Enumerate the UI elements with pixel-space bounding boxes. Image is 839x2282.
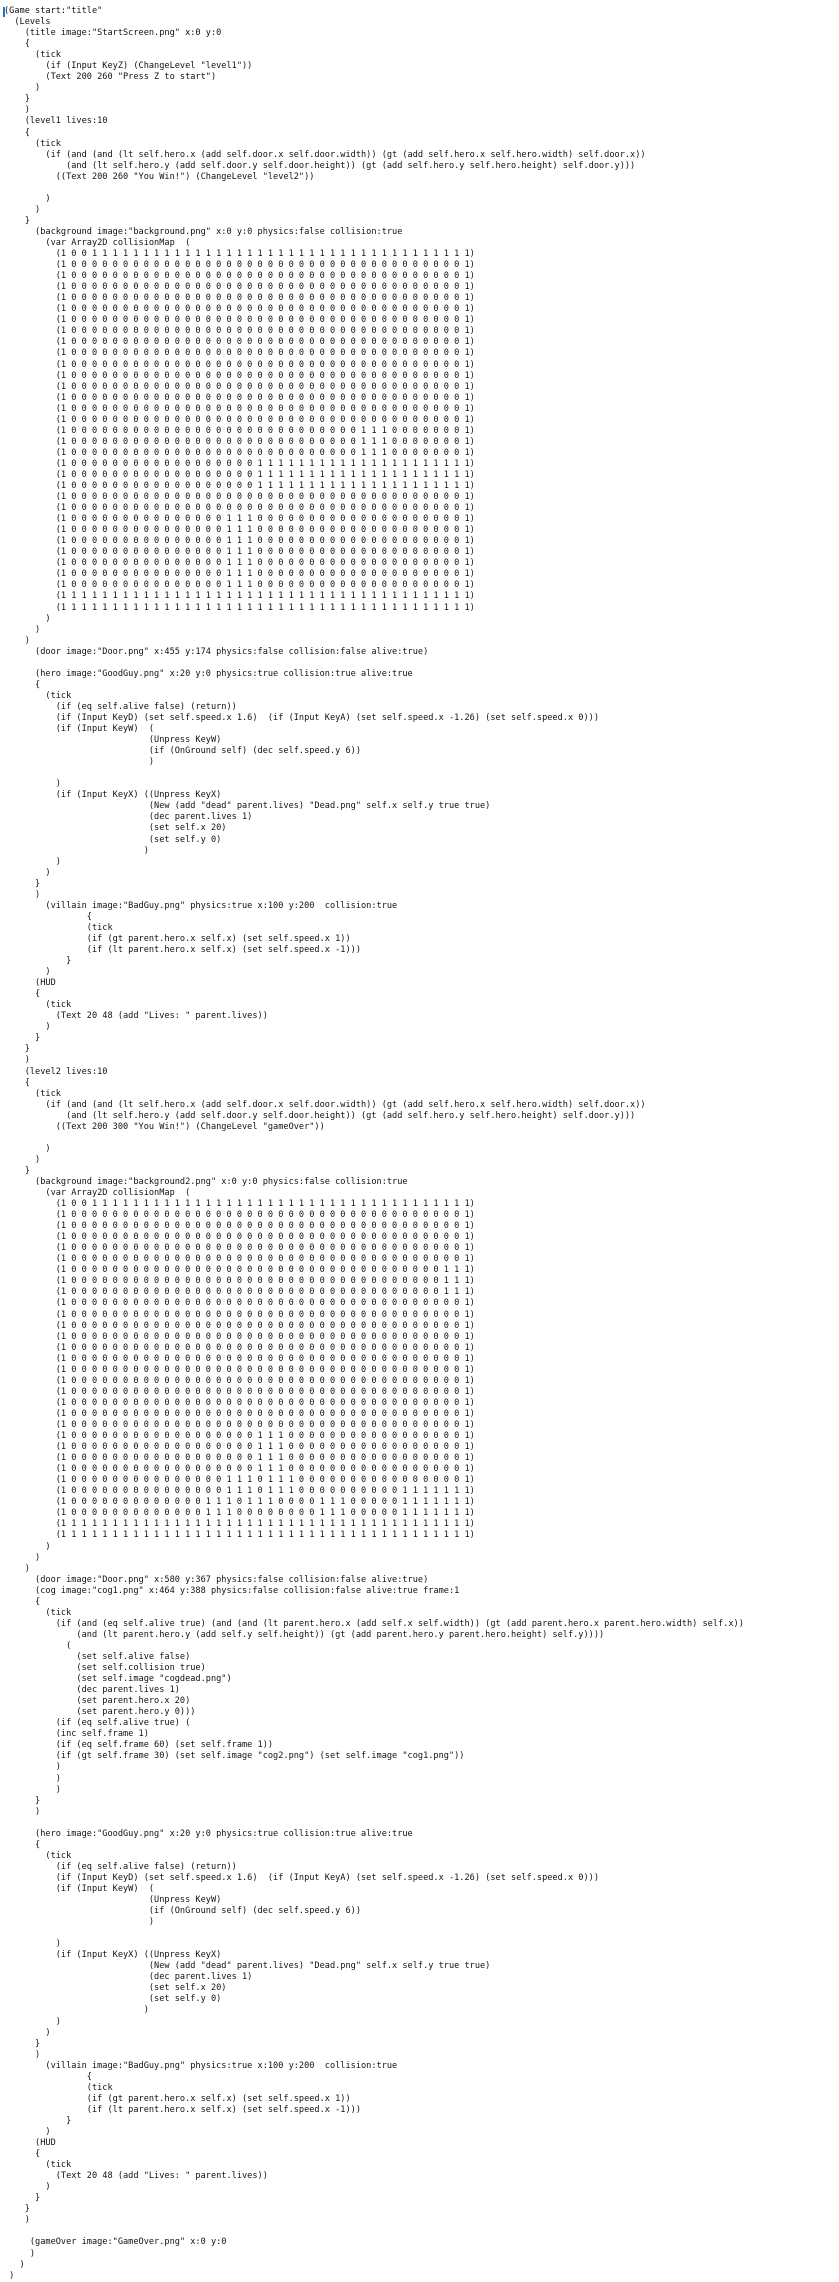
code-line: (if (Input KeyD) (set self.speed.x 1.6) (if (Input KeyA) (set self.speed.x -1.26) (set self.speed.x 0))) xyxy=(4,713,599,723)
code-line: } xyxy=(4,1165,30,1176)
code-line: (if (gt self.frame 30) (set self.image "cog2.png") (set self.image "cog1.png")) xyxy=(4,1751,465,1762)
code-line: (if (OnGround self) (dec self.speed.y 6)) xyxy=(4,746,361,757)
code-line: (if (eq self.alive true) ( xyxy=(4,1718,191,1729)
code-line: (set self.x 20) xyxy=(4,823,227,834)
code-line: ) xyxy=(4,889,41,900)
code-line: (1 0 0 0 0 0 0 0 0 0 0 0 0 0 0 0 0 0 0 0 0 0 0 0 0 0 0 0 0 0 0 0 0 0 0 0 0 0 0 1) xyxy=(4,1320,475,1331)
code-line: (dec parent.lives 1) xyxy=(4,812,253,823)
code-line: (set self.image "cogdead.png") xyxy=(4,1674,232,1685)
code-line: (1 0 0 0 0 0 0 0 0 0 0 0 0 0 0 0 0 0 0 1 1 1 1 1 1 1 1 1 1 1 1 1 1 1 1 1 1 1 1 1) xyxy=(4,458,475,469)
code-line: (1 0 0 0 0 0 0 0 0 0 0 0 0 0 0 0 0 0 0 0 0 0 0 0 0 0 0 0 0 0 0 0 0 0 0 0 0 0 0 1) xyxy=(4,503,475,514)
code-line: (tick xyxy=(4,1000,72,1011)
code-line: (if (Input KeyW) ( xyxy=(4,1883,155,1894)
code-line: ) xyxy=(4,2027,51,2038)
code-line: (1 0 0 0 0 0 0 0 0 0 0 0 0 0 0 0 0 0 0 0 0 0 0 0 0 0 0 0 0 0 0 0 0 0 0 0 0 0 0 1) xyxy=(4,359,475,370)
code-line: (Game start:"title" xyxy=(4,6,103,16)
code-line: ((Text 200 300 "You Win!") (ChangeLevel "gameOver")) xyxy=(4,1121,325,1132)
code-line: ) xyxy=(4,2127,51,2137)
code-line: (and (lt self.hero.y (add self.door.y self.door.height)) (gt (add self.hero.y self.hero.height) self.door.y))) xyxy=(4,160,636,171)
code-line: ) xyxy=(4,204,41,215)
code-line: (1 0 0 0 0 0 0 0 0 0 0 0 0 0 0 0 0 0 0 0 0 0 0 0 0 0 0 0 0 0 0 0 0 0 0 0 0 0 0 1) xyxy=(4,392,475,403)
code-line: { xyxy=(4,989,41,1000)
code-line: (1 0 0 0 0 0 0 0 0 0 0 0 0 0 0 0 0 0 0 0 0 0 0 0 0 0 0 0 0 0 0 0 0 0 0 0 0 1 1 1) xyxy=(4,1265,475,1276)
code-line: ) xyxy=(4,193,51,204)
code-line: (1 0 0 0 0 0 0 0 0 0 0 0 0 0 0 0 1 1 1 0 0 0 0 0 0 0 0 0 0 0 0 0 0 0 0 0 0 0 0 1) xyxy=(4,558,475,569)
code-line: (title image:"StartScreen.png" x:0 y:0 xyxy=(4,28,222,39)
code-line: (1 0 0 0 0 0 0 0 0 0 0 0 0 0 0 0 0 0 0 0 0 0 0 0 0 0 0 0 0 0 0 0 0 0 0 0 0 0 0 1) xyxy=(4,1331,475,1342)
code-line: (if (Input KeyX) ((Unpress KeyX) xyxy=(4,1950,222,1961)
code-line: (Unpress KeyW) xyxy=(4,735,222,746)
code-line: (1 0 0 0 0 0 0 0 0 0 0 0 0 0 0 0 1 1 1 0 0 0 0 0 0 0 0 0 0 0 0 0 0 0 0 0 0 0 0 1) xyxy=(4,580,475,591)
code-line: ) xyxy=(4,1917,155,1928)
code-line: (HUD xyxy=(4,2138,56,2149)
code-line: (1 1 1 1 1 1 1 1 1 1 1 1 1 1 1 1 1 1 1 1 1 1 1 1 1 1 1 1 1 1 1 1 1 1 1 1 1 1 1 1) xyxy=(4,602,475,613)
code-line: (1 1 1 1 1 1 1 1 1 1 1 1 1 1 1 1 1 1 1 1 1 1 1 1 1 1 1 1 1 1 1 1 1 1 1 1 1 1 1 1) xyxy=(4,1519,475,1530)
code-line: ) xyxy=(4,867,51,878)
code-line: ) xyxy=(4,613,51,624)
code-line: ) xyxy=(4,2248,36,2259)
code-line: ) xyxy=(4,1773,61,1784)
code-line: (dec parent.lives 1) xyxy=(4,1972,253,1983)
code-line: { xyxy=(4,127,30,138)
code-line xyxy=(4,768,839,779)
code-line: ) xyxy=(4,2016,61,2027)
code-line: (set parent.hero.x 20) xyxy=(4,1696,191,1707)
code-line: ) xyxy=(4,1143,51,1154)
code-line: (Text 200 260 "Press Z to start") xyxy=(4,72,217,83)
code-line: (1 0 0 0 0 0 0 0 0 0 0 0 0 0 0 0 0 0 0 0 0 0 0 0 0 0 0 0 0 0 0 0 0 0 0 0 0 0 0 1) xyxy=(4,492,475,503)
code-line: (1 0 0 0 0 0 0 0 0 0 0 0 0 0 0 0 0 0 0 0 0 0 0 0 0 0 0 0 0 0 0 0 0 0 0 0 0 0 0 1) xyxy=(4,260,475,271)
code-line: (Unpress KeyW) xyxy=(4,1895,222,1906)
code-line: (1 0 0 0 0 0 0 0 0 0 0 0 0 0 0 0 0 0 0 0 0 0 0 0 0 0 0 0 0 0 0 0 0 0 0 0 0 0 0 1) xyxy=(4,348,475,359)
code-line: (1 0 0 0 0 0 0 0 0 0 0 0 0 0 0 0 0 0 0 0 0 0 0 0 0 0 0 0 0 0 0 0 0 0 0 0 0 0 0 1) xyxy=(4,1232,475,1243)
code-line: (1 0 0 0 0 0 0 0 0 0 0 0 0 0 0 0 0 0 0 1 1 1 0 0 0 0 0 0 0 0 0 0 0 0 0 0 0 0 0 1) xyxy=(4,1464,475,1475)
code-line: (1 0 0 0 0 0 0 0 0 0 0 0 0 0 0 0 0 0 0 0 0 0 0 0 0 0 0 0 0 0 0 0 0 0 0 0 0 0 0 1) xyxy=(4,1364,475,1375)
code-line: (if (eq self.alive false) (return)) xyxy=(4,701,237,712)
code-line: (set self.x 20) xyxy=(4,1983,227,1994)
code-line: { xyxy=(4,1077,30,1088)
code-line: ) xyxy=(4,2005,149,2016)
code-line: ) xyxy=(4,856,61,867)
code-line: (1 0 0 0 0 0 0 0 0 0 0 0 0 0 0 0 0 0 0 0 0 0 0 0 0 0 0 0 0 1 1 1 0 0 0 0 0 0 0 1) xyxy=(4,447,475,458)
code-line: (background image:"background2.png" x:0 y:0 physics:false collision:true xyxy=(4,1176,408,1187)
code-line: (1 0 0 0 0 0 0 0 0 0 0 0 0 0 0 0 0 0 0 1 1 1 0 0 0 0 0 0 0 0 0 0 0 0 0 0 0 0 0 1) xyxy=(4,1442,475,1453)
text-cursor xyxy=(3,7,5,17)
code-line: ) xyxy=(4,1055,30,1066)
code-line: } xyxy=(4,94,30,105)
code-line: (1 1 1 1 1 1 1 1 1 1 1 1 1 1 1 1 1 1 1 1 1 1 1 1 1 1 1 1 1 1 1 1 1 1 1 1 1 1 1 1) xyxy=(4,591,475,602)
code-line: (villain image:"BadGuy.png" physics:true x:100 y:200 collision:true xyxy=(4,2060,398,2071)
code-line: (1 0 0 0 0 0 0 0 0 0 0 0 0 0 0 0 0 0 0 1 1 1 1 1 1 1 1 1 1 1 1 1 1 1 1 1 1 1 1 1) xyxy=(4,469,475,480)
code-line: (New (add "dead" parent.lives) "Dead.png" self.x self.y true true) xyxy=(4,1961,491,1972)
code-line: (1 0 0 0 0 0 0 0 0 0 0 0 0 0 0 0 0 0 0 0 0 0 0 0 0 0 0 0 0 0 0 0 0 0 0 0 0 0 0 1) xyxy=(4,326,475,337)
code-line: (and (lt parent.hero.y (add self.y self.height)) (gt (add parent.hero.y parent.hero.height) self.y)))) xyxy=(4,1629,605,1640)
code-line: ) xyxy=(4,624,41,635)
code-line: (1 0 0 0 0 0 0 0 0 0 0 0 0 0 0 0 0 0 0 0 0 0 0 0 0 0 0 0 0 0 0 0 0 0 0 0 0 0 0 1) xyxy=(4,370,475,381)
code-line: (if (and (and (lt self.hero.x (add self.door.x self.door.width)) (gt (add self.hero.x self.hero.width) self.door.x)) xyxy=(4,1099,646,1110)
code-line: ) xyxy=(4,967,51,978)
code-line: (1 0 0 0 0 0 0 0 0 0 0 0 0 0 0 0 0 0 0 0 0 0 0 0 0 0 0 0 0 0 0 0 0 0 0 0 0 0 0 1) xyxy=(4,1254,475,1265)
code-line: (if (lt parent.hero.x self.x) (set self.speed.x -1))) xyxy=(4,944,361,955)
code-line xyxy=(4,1133,839,1144)
code-line: (1 0 0 0 0 0 0 0 0 0 0 0 0 0 0 0 0 0 0 0 0 0 0 0 0 0 0 0 0 0 0 0 0 0 0 0 0 0 0 1) xyxy=(4,293,475,304)
code-line: (1 1 1 1 1 1 1 1 1 1 1 1 1 1 1 1 1 1 1 1 1 1 1 1 1 1 1 1 1 1 1 1 1 1 1 1 1 1 1 1) xyxy=(4,1530,475,1541)
code-line: (gameOver image:"GameOver.png" x:0 y:0 xyxy=(4,2237,227,2248)
code-line: (1 0 0 0 0 0 0 0 0 0 0 0 0 0 0 0 0 0 0 0 0 0 0 0 0 0 0 0 0 0 0 0 0 0 0 0 0 0 0 1) xyxy=(4,1408,475,1419)
code-line: (New (add "dead" parent.lives) "Dead.png" self.x self.y true true) xyxy=(4,801,491,812)
code-line: ) xyxy=(4,1784,61,1795)
code-line: } xyxy=(4,1044,30,1055)
code-line: (1 0 0 0 0 0 0 0 0 0 0 0 0 0 0 0 0 0 0 0 0 0 0 0 0 0 0 0 0 0 0 0 0 0 0 0 0 0 0 1) xyxy=(4,337,475,348)
code-line: (1 0 0 0 0 0 0 0 0 0 0 0 0 0 0 0 0 0 0 0 0 0 0 0 0 0 0 0 0 0 0 0 0 0 0 0 0 0 0 1) xyxy=(4,381,475,392)
code-line: (1 0 0 0 0 0 0 0 0 0 0 0 0 0 0 0 0 0 0 0 0 0 0 0 0 0 0 0 0 0 0 0 0 0 0 0 0 0 0 1) xyxy=(4,1342,475,1353)
code-line xyxy=(4,1818,839,1829)
code-line: (1 0 0 0 0 0 0 0 0 0 0 0 0 0 0 0 0 0 0 0 0 0 0 0 0 0 0 0 0 1 1 1 0 0 0 0 0 0 0 1) xyxy=(4,425,475,436)
code-line: (and (lt self.hero.y (add self.door.y self.door.height)) (gt (add self.hero.y self.hero.height) self.door.y))) xyxy=(4,1110,636,1121)
code-line: (tick xyxy=(4,1850,72,1861)
code-line: ) xyxy=(4,2259,25,2270)
code-line: (1 0 0 0 0 0 0 0 0 0 0 0 0 0 0 0 1 1 1 0 1 1 1 0 0 0 0 0 0 0 0 0 0 0 0 0 0 0 0 1) xyxy=(4,1475,475,1486)
code-line: (tick xyxy=(4,2082,113,2093)
code-line: } xyxy=(4,956,72,967)
code-line: (if (eq self.alive false) (return)) xyxy=(4,1861,237,1872)
code-line: (Text 20 48 (add "Lives: " parent.lives)) xyxy=(4,1011,268,1022)
code-line: (if (gt parent.hero.x self.x) (set self.speed.x 1)) xyxy=(4,2093,351,2104)
code-line: (1 0 0 0 0 0 0 0 0 0 0 0 0 0 0 0 1 1 1 0 0 0 0 0 0 0 0 0 0 0 0 0 0 0 0 0 0 0 0 1) xyxy=(4,514,475,525)
code-line: ) xyxy=(4,1762,61,1773)
code-line: ( xyxy=(4,1640,72,1651)
code-line: (tick xyxy=(4,1607,72,1618)
code-line: (1 0 0 0 0 0 0 0 0 0 0 0 0 0 0 0 1 1 1 0 0 0 0 0 0 0 0 0 0 0 0 0 0 0 0 0 0 0 0 1) xyxy=(4,569,475,580)
code-line: (1 0 0 0 0 0 0 0 0 0 0 0 0 0 0 0 0 0 0 0 0 0 0 0 0 0 0 0 0 0 0 0 0 0 0 0 0 0 0 1) xyxy=(4,403,475,414)
code-line: (dec parent.lives 1) xyxy=(4,1685,180,1696)
code-line: (1 0 0 0 0 0 0 0 0 0 0 0 0 0 0 0 1 1 1 0 0 0 0 0 0 0 0 0 0 0 0 0 0 0 0 0 0 0 0 1) xyxy=(4,525,475,536)
code-line: } xyxy=(4,2038,41,2049)
code-line: (if (Input KeyZ) (ChangeLevel "level1")) xyxy=(4,61,253,72)
code-line: { xyxy=(4,39,30,50)
code-line: ) xyxy=(4,2215,30,2226)
code-line: (hero image:"GoodGuy.png" x:20 y:0 physics:true collision:true alive:true xyxy=(4,1828,413,1839)
code-line xyxy=(4,183,839,194)
code-line: (1 0 0 0 0 0 0 0 0 0 0 0 0 0 0 0 0 0 0 0 0 0 0 0 0 0 0 0 0 0 0 0 0 0 0 0 0 0 0 1) xyxy=(4,1386,475,1397)
code-line: (1 0 0 0 0 0 0 0 0 0 0 0 0 0 0 0 0 0 0 0 0 0 0 0 0 0 0 0 0 0 0 0 0 0 0 0 0 0 0 1) xyxy=(4,1221,475,1232)
code-line: ((Text 200 260 "You Win!") (ChangeLevel "level2")) xyxy=(4,171,315,182)
code-line: (set self.collision true) xyxy=(4,1663,206,1674)
code-line: (1 0 0 0 0 0 0 0 0 0 0 0 0 0 0 0 0 0 0 1 1 1 0 0 0 0 0 0 0 0 0 0 0 0 0 0 0 0 0 1) xyxy=(4,1453,475,1464)
code-line: } xyxy=(4,1795,41,1806)
code-line: (villain image:"BadGuy.png" physics:true x:100 y:200 collision:true xyxy=(4,900,398,911)
code-line: (Levels xyxy=(4,17,51,28)
code-line: (1 0 0 0 0 0 0 0 0 0 0 0 0 0 0 0 0 0 0 0 0 0 0 0 0 0 0 0 0 0 0 0 0 0 0 0 0 0 0 1) xyxy=(4,1420,475,1430)
code-line: (background image:"background.png" x:0 y:0 physics:false collision:true xyxy=(4,226,403,237)
code-line: (if (and (and (lt self.hero.x (add self.door.x self.door.width)) (gt (add self.hero.x self.hero.width) self.door.x)) xyxy=(4,149,646,160)
code-line: (door image:"Door.png" x:455 y:174 physics:false collision:false alive:true) xyxy=(4,646,429,657)
code-line: (var Array2D collisionMap ( xyxy=(4,1188,191,1199)
code-line: ) xyxy=(4,635,30,646)
code-line: (1 0 0 0 0 0 0 0 0 0 0 0 0 0 0 0 0 0 0 0 0 0 0 0 0 0 0 0 0 0 0 0 0 0 0 0 0 1 1 1) xyxy=(4,1287,475,1298)
code-line: (1 0 0 0 0 0 0 0 0 0 0 0 0 0 0 0 0 0 0 0 0 0 0 0 0 0 0 0 0 0 0 0 0 0 0 0 0 0 0 1) xyxy=(4,304,475,315)
code-line: } xyxy=(4,2204,30,2215)
code-line xyxy=(4,2226,839,2237)
code-line: (Text 20 48 (add "Lives: " parent.lives)) xyxy=(4,2171,268,2182)
code-line: (1 0 0 0 0 0 0 0 0 0 0 0 0 0 0 0 0 0 0 0 0 0 0 0 0 0 0 0 0 0 0 0 0 0 0 0 0 0 0 1) xyxy=(4,271,475,282)
code-line: ) xyxy=(4,2182,51,2193)
code-line: { xyxy=(4,1596,41,1607)
code-line: (1 0 0 0 0 0 0 0 0 0 0 0 0 0 0 0 0 0 0 0 0 0 0 0 0 0 0 0 0 0 0 0 0 0 0 0 0 0 0 1) xyxy=(4,414,475,425)
code-line: (if (Input KeyD) (set self.speed.x 1.6) (if (Input KeyA) (set self.speed.x -1.26) (set self.speed.x 0))) xyxy=(4,1872,599,1883)
code-line xyxy=(4,658,839,669)
code-line: (HUD xyxy=(4,978,56,989)
code-line: (1 0 0 0 0 0 0 0 0 0 0 0 0 0 0 0 0 0 0 0 0 0 0 0 0 0 0 0 0 0 0 0 0 0 0 0 0 0 0 1) xyxy=(4,1298,475,1309)
code-line: (1 0 0 0 0 0 0 0 0 0 0 0 0 0 0 0 0 0 0 0 0 0 0 0 0 0 0 0 0 0 0 0 0 0 0 0 0 0 0 1) xyxy=(4,1375,475,1386)
code-line: { xyxy=(4,679,41,690)
code-line: (1 0 0 0 0 0 0 0 0 0 0 0 0 0 0 0 0 0 0 0 0 0 0 0 0 0 0 0 0 1 1 1 0 0 0 0 0 0 0 1) xyxy=(4,436,475,447)
code-line: (if (eq self.frame 60) (set self.frame 1)) xyxy=(4,1740,274,1751)
code-line: (cog image:"cog1.png" x:464 y:388 physics:false collision:false alive:true frame:1 xyxy=(4,1585,460,1596)
code-line: (1 0 0 0 0 0 0 0 0 0 0 0 0 0 0 0 0 0 0 0 0 0 0 0 0 0 0 0 0 0 0 0 0 0 0 0 0 0 0 1) xyxy=(4,1309,475,1320)
code-line: (1 0 0 0 0 0 0 0 0 0 0 0 0 0 0 0 0 0 0 0 0 0 0 0 0 0 0 0 0 0 0 0 0 0 0 0 0 0 0 1) xyxy=(4,282,475,293)
code-line: { xyxy=(4,1839,41,1850)
code-line: (1 0 0 0 0 0 0 0 0 0 0 0 0 0 0 0 0 0 0 0 0 0 0 0 0 0 0 0 0 0 0 0 0 0 0 0 0 0 0 1) xyxy=(4,1210,475,1221)
code-line: (level1 lives:10 xyxy=(4,116,108,127)
code-line: ) xyxy=(4,1541,51,1552)
code-line: (inc self.frame 1) xyxy=(4,1729,149,1740)
code-line: (1 0 0 0 0 0 0 0 0 0 0 0 0 0 0 0 0 0 0 1 1 1 0 0 0 0 0 0 0 0 0 0 0 0 0 0 0 0 0 1) xyxy=(4,1431,475,1442)
code-line: (level2 lives:10 xyxy=(4,1066,108,1077)
code-line: (1 0 0 1 1 1 1 1 1 1 1 1 1 1 1 1 1 1 1 1 1 1 1 1 1 1 1 1 1 1 1 1 1 1 1 1 1 1 1 1) xyxy=(4,1199,475,1210)
code-line: { xyxy=(4,2071,92,2082)
code-line: (tick xyxy=(4,138,61,149)
code-line: (1 0 0 0 0 0 0 0 0 0 0 0 0 0 0 0 1 1 1 0 0 0 0 0 0 0 0 0 0 0 0 0 0 0 0 0 0 0 0 1) xyxy=(4,547,475,558)
code-line: (if (Input KeyW) ( xyxy=(4,724,155,735)
code-line: (set self.alive false) xyxy=(4,1651,191,1662)
code-line: (1 0 0 0 0 0 0 0 0 0 0 0 0 0 1 1 1 0 0 0 0 0 0 0 0 1 1 1 0 0 0 0 0 1 1 1 1 1 1 1) xyxy=(4,1508,475,1519)
code-line: ) xyxy=(4,1022,51,1033)
code-line: (hero image:"GoodGuy.png" x:20 y:0 physics:true collision:true alive:true xyxy=(4,668,413,679)
code-line: (1 0 0 0 0 0 0 0 0 0 0 0 0 0 0 0 0 0 0 0 0 0 0 0 0 0 0 0 0 0 0 0 0 0 0 0 0 1 1 1) xyxy=(4,1276,475,1287)
code-line: } xyxy=(4,2193,41,2204)
code-line: (1 0 0 0 0 0 0 0 0 0 0 0 0 0 1 1 1 0 1 1 1 0 0 0 0 1 1 1 0 0 0 0 0 1 1 1 1 1 1 1) xyxy=(4,1497,475,1508)
code-line: ) xyxy=(4,2049,41,2060)
code-line: ) xyxy=(4,83,41,94)
code-line: (1 0 0 0 0 0 0 0 0 0 0 0 0 0 0 0 0 0 0 0 0 0 0 0 0 0 0 0 0 0 0 0 0 0 0 0 0 0 0 1) xyxy=(4,1397,475,1408)
code-line: { xyxy=(4,911,92,922)
code-line: (tick xyxy=(4,2160,72,2171)
code-line: (1 0 0 0 0 0 0 0 0 0 0 0 0 0 0 0 0 0 0 0 0 0 0 0 0 0 0 0 0 0 0 0 0 0 0 0 0 0 0 1) xyxy=(4,315,475,326)
code-line: (1 0 0 0 0 0 0 0 0 0 0 0 0 0 0 0 0 0 0 0 0 0 0 0 0 0 0 0 0 0 0 0 0 0 0 0 0 0 0 1) xyxy=(4,1243,475,1254)
code-line: } xyxy=(4,1033,41,1044)
code-line: (tick xyxy=(4,922,113,933)
code-line: } xyxy=(4,878,41,889)
code-line: } xyxy=(4,2115,72,2126)
code-line: (if (gt parent.hero.x self.x) (set self.speed.x 1)) xyxy=(4,933,351,944)
code-line: (1 0 0 0 0 0 0 0 0 0 0 0 0 0 0 0 0 0 0 1 1 1 1 1 1 1 1 1 1 1 1 1 1 1 1 1 1 1 1 1) xyxy=(4,481,475,492)
code-line: (set self.y 0) xyxy=(4,834,222,845)
code-line: (if (lt parent.hero.x self.x) (set self.speed.x -1))) xyxy=(4,2104,361,2115)
code-line: (tick xyxy=(4,690,72,701)
code-line: (1 0 0 0 0 0 0 0 0 0 0 0 0 0 0 0 1 1 1 0 1 1 1 0 0 0 0 0 0 0 0 0 0 1 1 1 1 1 1 1) xyxy=(4,1486,475,1497)
code-line: (tick xyxy=(4,50,61,61)
code-line: ) xyxy=(4,1563,30,1574)
code-line: (if (and (eq self.alive true) (and (and (lt parent.hero.x (add self.x self.width)) (gt (add parent.hero.x parent.hero.width) self.x)) xyxy=(4,1618,744,1629)
code-line: (set parent.hero.y 0))) xyxy=(4,1707,196,1718)
code-line: ) xyxy=(4,1806,41,1817)
code-line: (1 0 0 0 0 0 0 0 0 0 0 0 0 0 0 0 0 0 0 0 0 0 0 0 0 0 0 0 0 0 0 0 0 0 0 0 0 0 0 1) xyxy=(4,1353,475,1364)
code-line: (set self.y 0) xyxy=(4,1994,222,2005)
code-line: ) xyxy=(4,757,155,768)
code-line: ) xyxy=(4,1154,41,1165)
code-line: (tick xyxy=(4,1088,61,1099)
code-line: } xyxy=(4,215,30,226)
code-line xyxy=(4,1928,839,1939)
code-line: ) xyxy=(4,845,149,856)
code-line: ) xyxy=(4,2270,15,2281)
code-line: (if (Input KeyX) ((Unpress KeyX) xyxy=(4,790,222,801)
code-line: { xyxy=(4,2149,41,2160)
code-line: (1 0 0 1 1 1 1 1 1 1 1 1 1 1 1 1 1 1 1 1 1 1 1 1 1 1 1 1 1 1 1 1 1 1 1 1 1 1 1 1) xyxy=(4,249,475,260)
code-line: (var Array2D collisionMap ( xyxy=(4,237,191,248)
code-line: (if (OnGround self) (dec self.speed.y 6)) xyxy=(4,1906,361,1917)
code-line: ) xyxy=(4,105,30,116)
code-line: (door image:"Door.png" x:580 y:367 physics:false collision:false alive:true) xyxy=(4,1574,429,1585)
code-line: ) xyxy=(4,1939,61,1950)
code-line: (1 0 0 0 0 0 0 0 0 0 0 0 0 0 0 0 1 1 1 0 0 0 0 0 0 0 0 0 0 0 0 0 0 0 0 0 0 0 0 1) xyxy=(4,536,475,547)
code-line: ) xyxy=(4,1552,41,1563)
code-line: ) xyxy=(4,779,61,790)
